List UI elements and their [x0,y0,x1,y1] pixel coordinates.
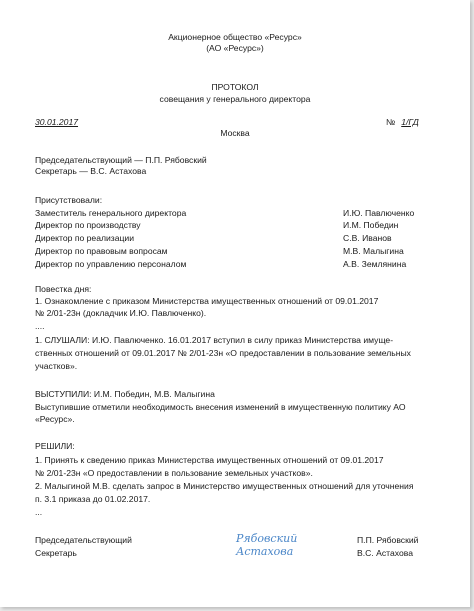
handwritten-signature: Рябовский [236,532,298,545]
signature-name: П.П. Рябовский [357,535,419,545]
doc-number [386,117,425,128]
heard-line: 1. СЛУШАЛИ: И.Ю. Павлюченко. 16.01.2017 вступил в силу приказ Министерства имуще- [35,335,394,345]
spoke-line: Выступившие отметили необходимость внесения изменений в имущественную политику АО [35,402,406,412]
doc-subtitle: совещания у генерального директора [159,94,311,104]
agenda-heading: Повестка дня: [35,284,92,294]
org-short-name: (АО «Ресурс») [206,43,264,53]
attendee-name: С.В. Иванов [343,233,392,243]
doc-date: 30.01.2017 [35,117,79,127]
decided-line: п. 3.1 приказа до 01.02.2017. [35,494,151,504]
attendees-heading: Присутствовали: [35,195,103,205]
spoke-line: ВЫСТУПИЛИ: И.М. Победин, М.В. Малыгина [35,389,215,399]
decided-heading: РЕШИЛИ: [35,441,75,451]
doc-city: Москва [220,128,250,138]
attendee-position: Директор по производству [35,220,141,230]
decided-line: 2. Малыгиной М.В. сделать запрос в Министерство имущественных отношений для уточнения [35,481,414,491]
attendee-position: Директор по управлению персоналом [35,259,187,269]
secretary-line: Секретарь — В.С. Астахова [35,166,147,176]
signature-role: Председательствующий [35,535,132,545]
spoke-line: «Ресурс». [35,414,75,424]
decided-line: ... [35,507,43,517]
doc-title: ПРОТОКОЛ [211,82,259,92]
heard-line: участков». [35,361,78,371]
chair-line: Председательствующий — П.П. Рябовский [35,155,207,165]
org-name: Акционерное общество «Ресурс» [168,32,302,42]
attendee-position: Заместитель генерального директора [35,208,187,218]
signature-role: Секретарь [35,548,77,558]
decided-line: № 2/01-23н «О предоставлении в пользование земельных участков». [35,468,313,478]
attendee-name: М.В. Малыгина [343,246,404,256]
signature-name: В.С. Астахова [357,548,413,558]
agenda-line: № 2/01-23н (докладчик И.Ю. Павлюченко). [35,308,207,318]
attendee-position: Директор по реализации [35,233,135,243]
attendee-position: Директор по правовым вопросам [35,246,168,256]
attendee-name: И.Ю. Павлюченко [343,208,415,218]
agenda-line: 1. Ознакомление с приказом Министерства имущественных отношений от 09.01.2017 [35,296,379,306]
handwritten-signature: Астахова [236,545,294,558]
number-prefix: № [386,117,396,127]
number-value: 1/ГД [401,117,419,127]
decided-line: 1. Принять к сведению приказ Министерства имущественных отношений от 09.01.2017 [35,455,384,465]
attendee-name: А.В. Землянина [343,259,407,269]
attendee-name: И.М. Победин [343,220,399,230]
heard-line: ственных отношений от 09.01.2017 № 2/01-23н «О предоставлении в пользование земельных [35,348,411,358]
agenda-line: .... [35,321,45,331]
